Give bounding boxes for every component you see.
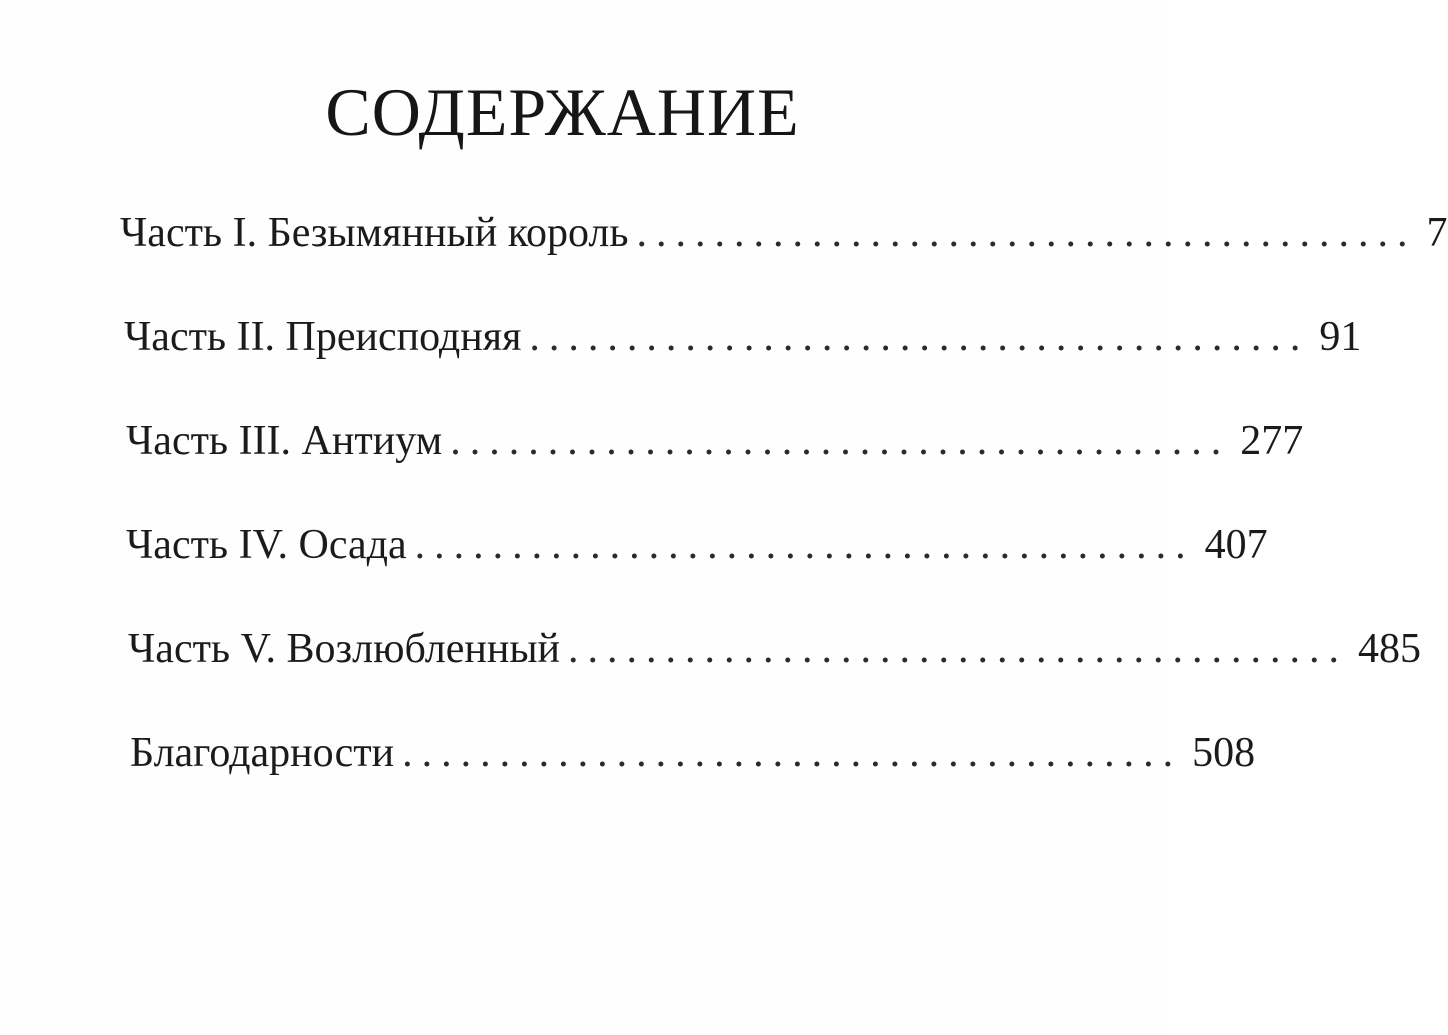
page-title: СОДЕРЖАНИЕ bbox=[325, 74, 800, 150]
toc-entry-page-number: 508 bbox=[1192, 730, 1256, 776]
toc-entry bbox=[120, 730, 1256, 836]
toc-entry bbox=[120, 314, 1362, 420]
toc-entry-label: Часть IV. Осада bbox=[126, 522, 407, 568]
toc-entry bbox=[120, 210, 1448, 316]
table-of-contents bbox=[120, 210, 1448, 836]
toc-entry-label: Благодарности bbox=[130, 730, 395, 776]
toc-entry bbox=[120, 626, 1422, 732]
toc-entry-page-number: 7 bbox=[1426, 210, 1448, 256]
toc-dot-leader: ........................................ bbox=[568, 626, 1349, 672]
toc-entry-label: Часть V. Возлюбленный bbox=[128, 626, 561, 672]
toc-dot-leader: ........................................ bbox=[450, 418, 1231, 464]
toc-entry-page-number: 407 bbox=[1204, 522, 1268, 568]
toc-entry-page-number: 277 bbox=[1240, 418, 1304, 464]
toc-dot-leader: ........................................ bbox=[636, 210, 1417, 256]
toc-entry-page-number: 485 bbox=[1358, 626, 1422, 672]
toc-dot-leader: ........................................ bbox=[402, 730, 1183, 776]
toc-entry-label: Часть I. Безымянный король bbox=[120, 210, 629, 256]
toc-entry-label: Часть II. Преисподняя bbox=[124, 314, 522, 360]
toc-entry-label: Часть III. Антиум bbox=[126, 418, 443, 464]
toc-entry-page-number: 91 bbox=[1319, 314, 1362, 360]
toc-dot-leader: ........................................ bbox=[529, 314, 1310, 360]
toc-entry bbox=[120, 522, 1268, 628]
toc-dot-leader: ........................................ bbox=[414, 522, 1195, 568]
toc-entry bbox=[120, 418, 1304, 524]
